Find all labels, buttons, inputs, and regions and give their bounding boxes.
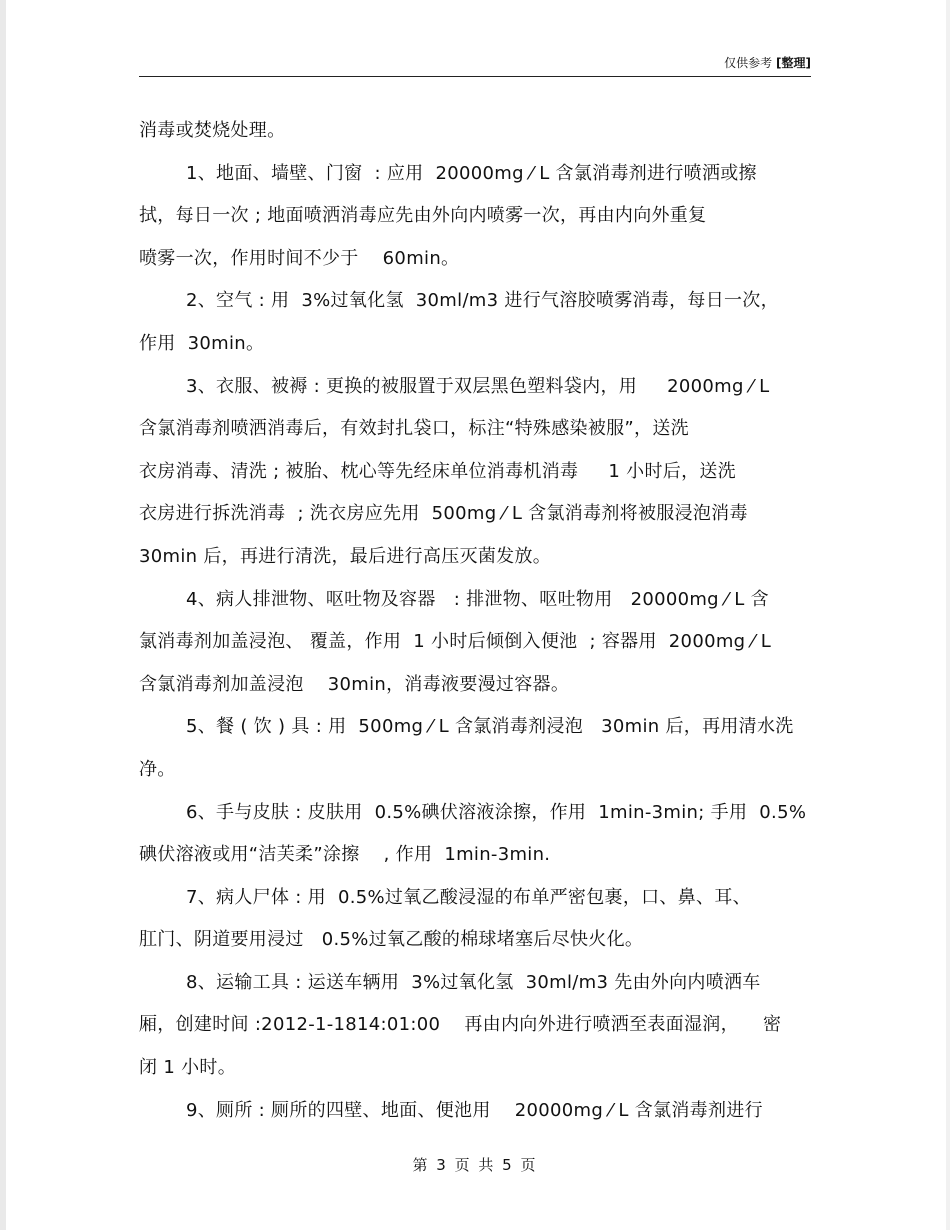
page-header xyxy=(139,54,811,77)
paragraph-6-line: 6、手与皮肤 : 皮肤用 0.5%碘伏溶液涂擦，作用 1min-3min; 手用 0.5% xyxy=(186,801,807,823)
page-left-edge xyxy=(0,0,6,1230)
text-line: 作用 30min。 xyxy=(139,332,265,354)
text-line: 拭，每日一次 ; 地面喷洒消毒应先由外向内喷雾一次，再由内向外重复 xyxy=(139,205,707,227)
text-line: 衣房进行拆洗消毒 ; 洗衣房应先用 500mg ⁄ L 含氯消毒剂将被服浸泡消毒 xyxy=(139,503,748,525)
paragraph-8-line: 8、运输工具 : 运送车辆用 3%过氧化氢 30ml/m3 先由外向内喷洒车 xyxy=(186,971,761,993)
text-line: 碘伏溶液或用“洁芙柔”涂擦 , 作用 1min-3min. xyxy=(139,844,551,866)
text-line: 净。 xyxy=(139,758,176,780)
paragraph-7-line: 7、病人尸体 : 用 0.5%过氧乙酸浸湿的布单严密包裹，口、鼻、耳、 xyxy=(186,886,751,908)
text-line: 肛门、阴道要用浸过 0.5%过氧乙酸的棉球堵塞后尽快火化。 xyxy=(139,929,644,951)
paragraph-5-line: 5、餐 ( 饮 ) 具 : 用 500mg ⁄ L 含氯消毒剂浸泡 30min 后，再用清水洗 xyxy=(186,716,794,738)
paragraph-1-line: 1、地面、墙壁、门窗 : 应用 20000mg ⁄ L 含氯消毒剂进行喷洒或擦 xyxy=(186,162,757,184)
text-line: 衣房消毒、清洗 ; 被胎、枕心等先经床单位消毒机消毒 1 小时后，送洗 xyxy=(139,460,736,482)
paragraph-4-line: 4、病人排泄物、呕吐物及容器 : 排泄物、呕吐物用 20000mg ⁄ L 含 xyxy=(186,588,769,610)
paragraph-3-line: 3、衣服、被褥 : 更换的被服置于双层黑色塑料袋内，用 2000mg ⁄ L xyxy=(186,375,770,397)
paragraph-2-line: 2、空气 : 用 3%过氧化氢 30ml/m3 进行气溶胶喷雾消毒，每日一次， xyxy=(186,290,779,312)
document-body xyxy=(139,110,813,1132)
text-line: 厢，创建时间 :2012-1-1814:01:00 再由内向外进行喷洒至表面湿润， 密 xyxy=(139,1014,782,1036)
text-line: 喷雾一次，作用时间不少于 60min。 xyxy=(139,247,460,269)
header-prefix: 仅供参考 xyxy=(724,56,773,70)
text-line: 氯消毒剂加盖浸泡、 覆盖，作用 1 小时后倾倒入便池 ; 容器用 2000mg ⁄ L xyxy=(139,631,772,653)
header-bracket-text: [整理] xyxy=(776,56,811,70)
text-line: 含氯消毒剂喷洒消毒后，有效封扎袋口，标注“特殊感染被服”，送洗 xyxy=(139,418,689,440)
text-line: 30min 后，再进行清洗，最后进行高压灭菌发放。 xyxy=(139,545,552,567)
text-line: 含氯消毒剂加盖浸泡 30min，消毒液要漫过容器。 xyxy=(139,673,570,695)
paragraph-9-line: 9、厕所 : 厕所的四壁、地面、便池用 20000mg ⁄ L 含氯消毒剂进行 xyxy=(186,1099,763,1121)
text-line: 消毒或焚烧处理。 xyxy=(139,120,286,141)
text-line: 闭 1 小时。 xyxy=(139,1057,236,1079)
page-right-edge xyxy=(946,0,950,1230)
page-footer: 第 3 页 共 5 页 xyxy=(412,1156,538,1174)
